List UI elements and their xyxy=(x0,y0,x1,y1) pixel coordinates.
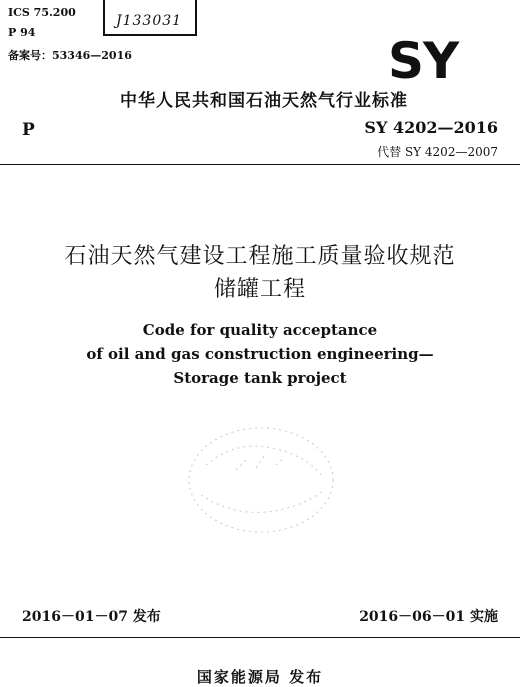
english-title-line1: Code for quality acceptance xyxy=(142,321,378,339)
standard-number: SY 4202—2016 xyxy=(364,118,498,137)
sy-logo: SY xyxy=(388,32,459,90)
english-title-line2: of oil and gas construction engineering— xyxy=(86,345,434,363)
ccs-code: P 94 xyxy=(8,26,36,39)
registration-number: 备案号：53346—2016 xyxy=(8,49,132,62)
industry-standard-title: 中华人民共和国石油天然气行业标准 xyxy=(120,91,408,111)
chinese-title xyxy=(0,240,520,306)
chinese-title-line1: 石油天然气建设工程施工质量验收规范 xyxy=(64,244,456,269)
stamp-handwriting: J133031 xyxy=(116,13,183,29)
publisher: 国家能源局 发布 xyxy=(196,668,324,686)
implementation-date: 2016－06－01 实施 xyxy=(359,609,498,625)
ics-code: ICS 75.200 xyxy=(8,6,76,19)
replaces-note: 代替 SY 4202—2007 xyxy=(377,145,498,159)
issue-date: 2016－01－07 发布 xyxy=(22,609,161,625)
english-title xyxy=(0,318,520,390)
faint-seal-icon xyxy=(176,420,346,540)
footer-divider xyxy=(0,637,520,638)
chinese-title-line2: 储罐工程 xyxy=(213,277,306,302)
header-divider xyxy=(0,164,520,165)
english-title-line3: Storage tank project xyxy=(173,369,347,387)
classification-mark: P xyxy=(22,120,35,140)
